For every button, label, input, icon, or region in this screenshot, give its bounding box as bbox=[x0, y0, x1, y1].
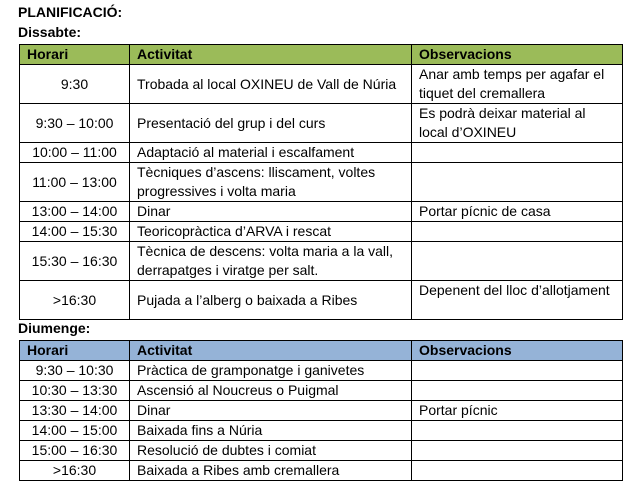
table-row bbox=[20, 401, 623, 421]
observation-cell: Es podrà deixar material al local d’OXINEU bbox=[412, 104, 623, 143]
time-cell: 9:30 – 10:30 bbox=[20, 361, 130, 381]
table-row bbox=[20, 361, 623, 381]
observation-cell bbox=[412, 461, 623, 481]
time-cell: 13:00 – 14:00 bbox=[20, 202, 130, 222]
observation-cell: Depenent del lloc d’allotjament bbox=[412, 281, 623, 320]
activity-cell: Ascensió al Noucreus o Puigmal bbox=[130, 381, 412, 401]
activity-cell: Pràctica de gramponatge i ganivetes bbox=[130, 361, 412, 381]
activity-cell: Resolució de dubtes i comiat bbox=[130, 441, 412, 461]
observation-cell bbox=[412, 163, 623, 202]
saturday-schedule-table bbox=[19, 44, 623, 320]
observation-cell bbox=[412, 381, 623, 401]
observation-cell bbox=[412, 441, 623, 461]
header-horari: Horari bbox=[20, 45, 130, 65]
table-header-row bbox=[20, 341, 623, 361]
table-row bbox=[20, 143, 623, 163]
observation-cell bbox=[412, 242, 623, 281]
observation-cell: Portar pícnic de casa bbox=[412, 202, 623, 222]
time-cell: 13:30 – 14:00 bbox=[20, 401, 130, 421]
activity-cell: Trobada al local OXINEU de Vall de Núria bbox=[130, 65, 412, 104]
time-cell: >16:30 bbox=[20, 461, 130, 481]
table-row bbox=[20, 104, 623, 143]
time-cell: 14:00 – 15:30 bbox=[20, 222, 130, 242]
observation-cell bbox=[412, 222, 623, 242]
time-cell: 15:30 – 16:30 bbox=[20, 242, 130, 281]
activity-cell: Tècniques d’ascens: lliscament, voltes progressives i volta maria bbox=[130, 163, 412, 202]
table-row bbox=[20, 65, 623, 104]
table-row bbox=[20, 441, 623, 461]
table-row bbox=[20, 202, 623, 222]
header-horari: Horari bbox=[20, 341, 130, 361]
activity-cell: Dinar bbox=[130, 202, 412, 222]
observation-cell bbox=[412, 361, 623, 381]
time-cell: 15:00 – 16:30 bbox=[20, 441, 130, 461]
activity-cell: Adaptació al material i escalfament bbox=[130, 143, 412, 163]
activity-cell: Pujada a l’alberg o baixada a Ribes bbox=[130, 281, 412, 320]
sunday-heading: Diumenge: bbox=[18, 320, 91, 336]
header-activitat: Activitat bbox=[130, 45, 412, 65]
table-row bbox=[20, 222, 623, 242]
activity-cell: Dinar bbox=[130, 401, 412, 421]
time-cell: 10:00 – 11:00 bbox=[20, 143, 130, 163]
activity-cell: Presentació del grup i del curs bbox=[130, 104, 412, 143]
table-row bbox=[20, 281, 623, 320]
time-cell: 9:30 – 10:00 bbox=[20, 104, 130, 143]
sunday-schedule-table bbox=[19, 340, 623, 481]
table-row bbox=[20, 461, 623, 481]
header-observacions: Observacions bbox=[412, 341, 623, 361]
time-cell: 11:00 – 13:00 bbox=[20, 163, 130, 202]
table-row bbox=[20, 421, 623, 441]
time-cell: 14:00 – 15:00 bbox=[20, 421, 130, 441]
page-title: PLANIFICACIÓ: bbox=[18, 4, 123, 20]
table-row bbox=[20, 242, 623, 281]
time-cell: 9:30 bbox=[20, 65, 130, 104]
activity-cell: Baixada fins a Núria bbox=[130, 421, 412, 441]
time-cell: 10:30 – 13:30 bbox=[20, 381, 130, 401]
table-row bbox=[20, 381, 623, 401]
observation-cell: Portar pícnic bbox=[412, 401, 623, 421]
activity-cell: Tècnica de descens: volta maria a la vall, derrapatges i viratge per salt. bbox=[130, 242, 412, 281]
saturday-heading: Dissabte: bbox=[18, 24, 82, 40]
activity-cell: Teoricopràctica d’ARVA i rescat bbox=[130, 222, 412, 242]
table-header-row bbox=[20, 45, 623, 65]
observation-cell bbox=[412, 143, 623, 163]
table-row bbox=[20, 163, 623, 202]
activity-cell: Baixada a Ribes amb cremallera bbox=[130, 461, 412, 481]
time-cell: >16:30 bbox=[20, 281, 130, 320]
header-activitat: Activitat bbox=[130, 341, 412, 361]
header-observacions: Observacions bbox=[412, 45, 623, 65]
observation-cell: Anar amb temps per agafar el tiquet del cremallera bbox=[412, 65, 623, 104]
observation-cell bbox=[412, 421, 623, 441]
